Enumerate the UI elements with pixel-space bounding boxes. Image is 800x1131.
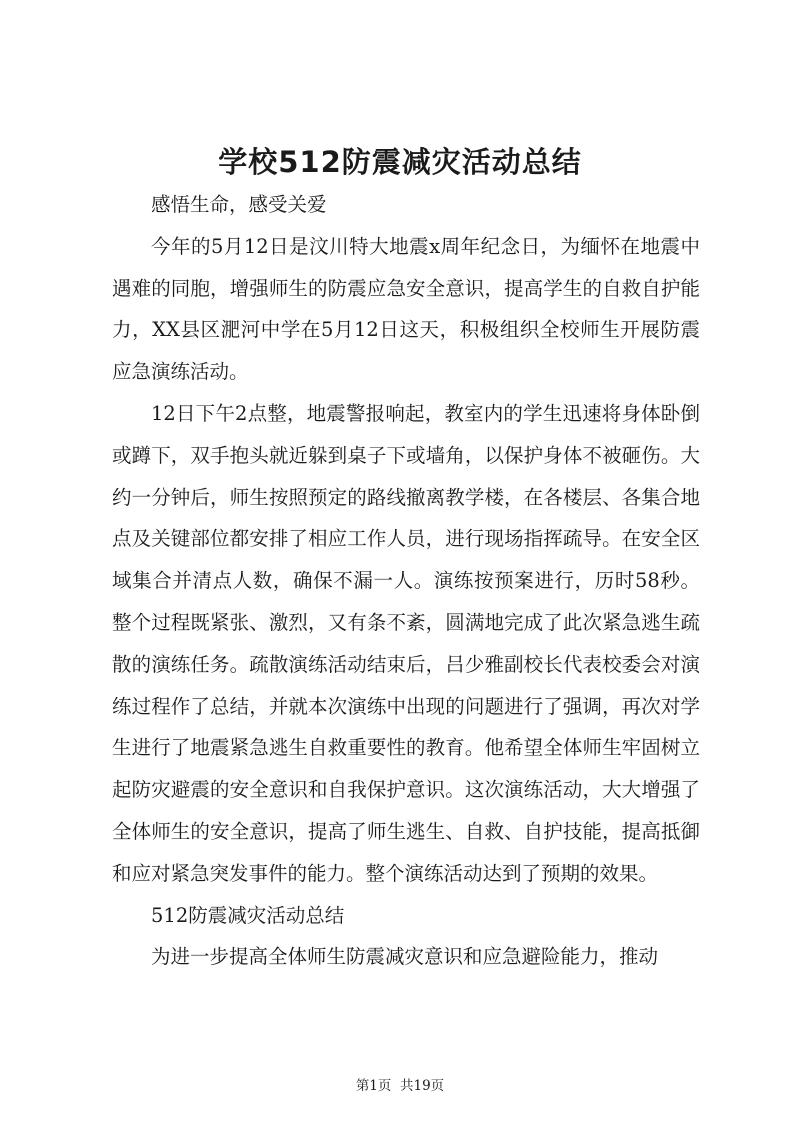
- page-number: 第1页: [355, 1078, 392, 1094]
- document-body: [112, 184, 700, 978]
- page-footer: [0, 1076, 800, 1096]
- page-total: 共19页: [400, 1078, 445, 1094]
- subtitle-paragraph: 感悟生命，感受关爱: [151, 193, 327, 216]
- drill-paragraph: 12日下午2点整，地震警报响起，教室内的学生迅速将身体卧倒或蹲下，双手抱头就近躲到桌子下或墙角，以保护身体不被砸伤。大约一分钟后，师生按照预定的路线撤离教学楼，在各楼层、各集合地点及关键部位都安排了相应工作人员，进行现场指挥疏导。在安全区域集合并清点人数，确保不漏一人。演练按预案进行，历时58秒。整个过程既紧张、激烈，又有条不紊，圆满地完成了此次紧急逃生疏散的演练任务。疏散演练活动结束后，吕少雅副校长代表校委会对演练过程作了总结，并就本次演练中出现的问题进行了强调，再次对学生进行了地震紧急逃生自救重要性的教育。他希望全体师生牢固树立起防灾避震的安全意识和自我保护意识。这次演练活动，大大增强了全体师生的安全意识，提高了师生逃生、自救、自护技能，提高抵御和应对紧急突发事件的能力。整个演练活动达到了预期的效果。: [112, 401, 700, 885]
- intro-paragraph: 今年的5月12日是汶川特大地震x周年纪念日，为缅怀在地震中遇难的同胞，增强师生的防震应急安全意识，提高学生的自救自护能力，XX县区淝河中学在5月12日这天，积极组织全校师生开展防震应急演练活动。: [112, 234, 700, 384]
- section-paragraph: 为进一步提高全体师生防震减灾意识和应急避险能力，推动: [151, 945, 659, 969]
- document-title: 学校512防震减灾活动总结: [218, 145, 582, 179]
- footer-separator: [391, 1078, 400, 1094]
- section-heading: 512防震减灾活动总结: [151, 903, 345, 927]
